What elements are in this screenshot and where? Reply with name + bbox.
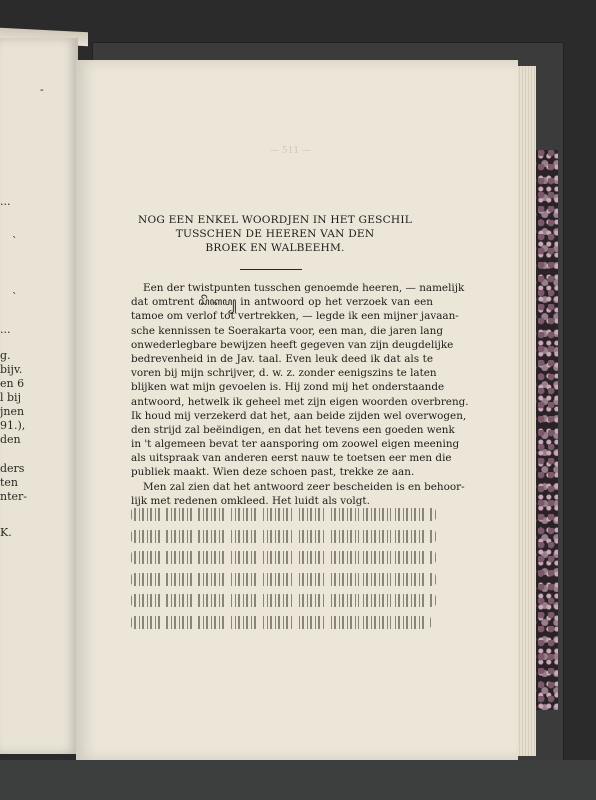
body-line: Men zal zien dat het antwoord zeer bescheiden is en behoor- — [143, 480, 465, 493]
page-number: — 511 — — [270, 146, 311, 156]
javanese-line — [131, 530, 436, 543]
left-fragment: g. — [0, 349, 11, 362]
body-line: den strijd zal beëindigen, en dat het tevens een goeden wenk — [131, 423, 455, 436]
title-divider — [240, 269, 302, 270]
left-fragment: l bij — [0, 391, 21, 404]
left-fragment: ... — [0, 195, 11, 208]
body-line: Een der twistpunten tusschen genoemde heeren, — namelijk — [143, 282, 465, 294]
javanese-script-block — [131, 508, 436, 637]
left-fragment: ... — [0, 323, 11, 336]
javanese-line — [131, 616, 431, 629]
body-line: lijk met redenen omkleed. Het luidt als volgt. — [131, 494, 370, 507]
body-line: tamoe om verlof tot vertrekken, — legde ik een mijner javaan- — [131, 310, 459, 323]
left-fragment: en 6 — [0, 377, 25, 390]
left-fragment: den — [0, 433, 21, 446]
javanese-line — [131, 551, 436, 564]
left-fragment: K. — [0, 526, 12, 539]
javanese-line — [131, 594, 436, 607]
body-line: voren bij mijn schrijver, d. w. z. zonder eenigszins te laten — [131, 367, 437, 380]
left-fragment: jnen — [0, 405, 25, 418]
body-line: dat omtrent ꦱꦼꦏꦥ꧀ in antwoord op het verzoek van een — [131, 296, 433, 309]
left-fragment: ten — [0, 476, 19, 489]
body-line: bedrevenheid in de Jav. taal. Even leuk deed ik dat als te — [131, 352, 433, 365]
article-body — [131, 281, 469, 508]
body-line: sche kennissen te Soerakarta voor, een man, die jaren lang — [131, 324, 443, 337]
title-line: TUSSCHEN DE HEEREN VAN DEN — [175, 228, 375, 240]
body-line: antwoord, hetwelk ik geheel met zijn eigen woorden overbreng. — [131, 395, 469, 408]
left-fragment: ders — [0, 462, 25, 475]
left-fragment: 91.), — [0, 419, 26, 432]
table-surface — [0, 760, 596, 800]
title-line: BROEK EN WALBEEHM. — [205, 242, 345, 254]
left-facing-page — [0, 38, 78, 754]
body-line: blijken wat mijn gevoelen is. Hij zond mij het onderstaande — [131, 381, 445, 394]
left-fragment: ` — [12, 291, 18, 304]
body-line: als uitspraak van anderen eerst nauw te toetsen eer men die — [131, 452, 452, 465]
title-line: NOG EEN ENKEL WOORDJEN IN HET GESCHIL — [138, 214, 412, 226]
left-fragment: nter- — [0, 490, 27, 503]
body-line: Ik houd mij verzekerd dat het, aan beide zijden wel overwogen, — [131, 409, 467, 422]
left-fragment: - — [40, 83, 44, 96]
body-line: publiek maakt. Wien deze schoen past, trekke ze aan. — [131, 466, 415, 479]
left-fragment: bijv. — [0, 363, 23, 376]
body-line: in 't algemeen bevat ter aansporing om zoowel eigen meening — [131, 438, 460, 451]
article-title — [130, 213, 420, 255]
javanese-line — [131, 508, 436, 521]
javanese-line — [131, 573, 436, 586]
body-line: onwederlegbare bewijzen heeft gegeven van zijn deugdelijke — [131, 338, 454, 351]
left-fragment: ` — [12, 235, 18, 248]
